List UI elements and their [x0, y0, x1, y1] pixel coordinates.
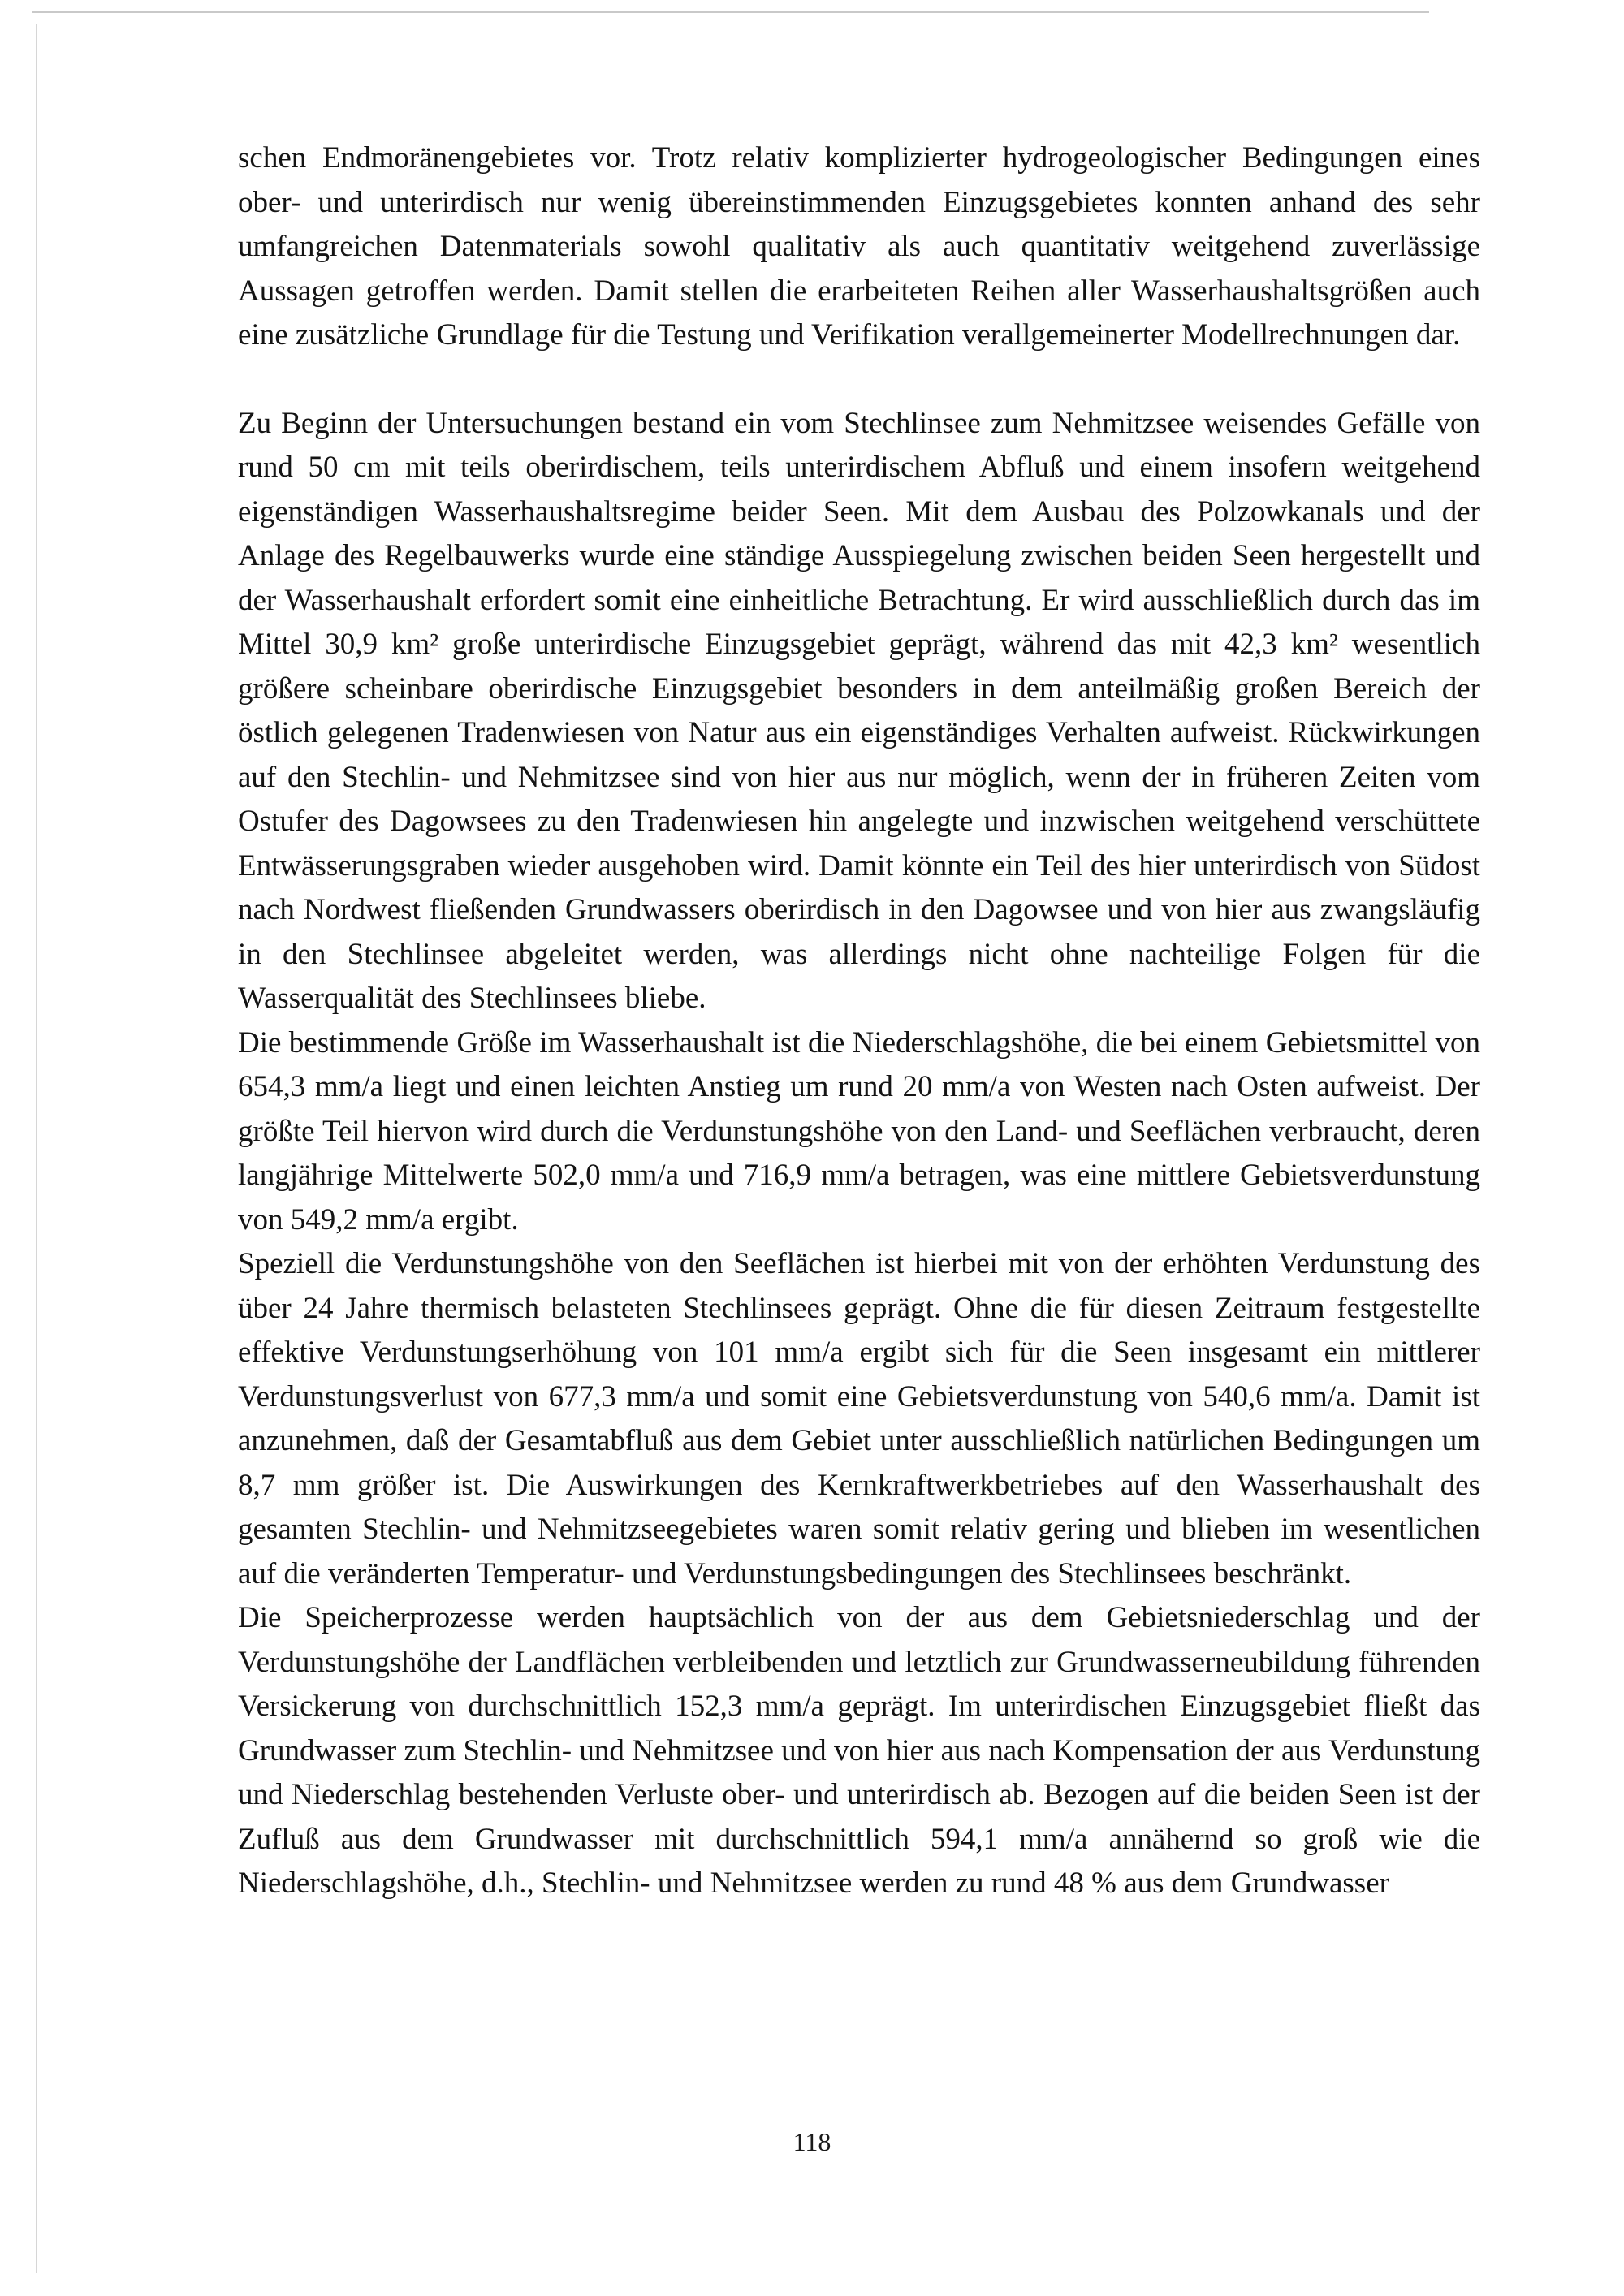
paragraph-3: Die bestimmende Größe im Wasserhaushalt ist die Niederschlagshöhe, die bei einem Gebietsmittel von 654,3 mm/a liegt und einen leichten Anstieg um rund 20 mm/a von Westen nach Osten aufweist. Der größte Teil hiervon wird durch die Verdunstungshöhe von den Land- und Seeflächen verbraucht, deren langjährige Mittelwerte 502,0 mm/a und 716,9 mm/a betragen, was eine mittlere Gebietsverdunstung von 549,2 mm/a ergibt. — [238, 1025, 1480, 1236]
page-body — [238, 136, 1480, 1906]
scan-edge-left — [36, 24, 37, 2273]
paragraph-5: Die Speicherprozesse werden hauptsächlich von der aus dem Gebietsniederschlag und der Verdunstungshöhe der Landflächen verbleibenden und letztlich zur Grundwasserneubildung führenden Versickerung von durchschnittlich 152,3 mm/a geprägt. Im unterirdischen Einzugsgebiet fließt das Grundwasser zum Stechlin- und Nehmitzsee und von hier aus nach Kompensation der aus Verdunstung und Niederschlag bestehenden Verluste ober- und unterirdisch ab. Bezogen auf die beiden Seen ist der Zufluß aus dem Grundwasser mit durchschnittlich 594,1 mm/a annähernd so groß wie die Niederschlagshöhe, d.h., Stechlin- und Nehmitzsee werden zu rund 48 % aus dem Grundwasser — [238, 1601, 1480, 1900]
paragraph-1: schen Endmoränengebietes vor. Trotz relativ komplizierter hydrogeologischer Bedingungen eines ober- und unterirdisch nur wenig übereinstimmenden Einzugsgebietes konnten anhand des sehr umfangreichen Datenmaterials sowohl qualitativ als auch quantitativ weitgehend zuverlässige Aussagen getroffen werden. Damit stellen die erarbeiteten Reihen aller Wasserhaushaltsgrößen auch eine zusätzliche Grundlage für die Testung und Verifikation verallgemeinerter Modellrechnungen dar. — [238, 141, 1480, 352]
paragraph-2: Zu Beginn der Untersuchungen bestand ein vom Stechlinsee zum Nehmitzsee weisendes Gefälle von rund 50 cm mit teils oberirdischem, teils unterirdischem Abfluß und einem insofern weitgehend eigenständigen Wasserhaushaltsregime beider Seen. Mit dem Ausbau des Polzowkanals und der Anlage des Regelbauwerks wurde eine ständige Ausspiegelung zwischen beiden Seen hergestellt und der Wasserhaushalt erfordert somit eine einheitliche Betrachtung. Er wird ausschließlich durch das im Mittel 30,9 km² große unterirdische Einzugsgebiet geprägt, während das mit 42,3 km² wesentlich größere scheinbare oberirdische Einzugsgebiet besonders in dem anteilmäßig großen Bereich der östlich gelegenen Tradenwiesen von Natur aus ein eigenständiges Verhalten aufweist. Rückwirkungen auf den Stechlin- und Nehmitzsee sind von hier aus nur möglich, wenn der in früheren Zeiten vom Ostufer des Dagowsees zu den Tradenwiesen hin angelegte und inzwischen weitgehend verschüttete Entwässerungsgraben wieder ausgehoben wird. Damit könnte ein Teil des hier unterirdisch von Südost nach Nordwest fließenden Grundwassers oberirdisch in den Dagowsee und von hier aus zwangsläufig in den Stechlinsee abgeleitet werden, was allerdings nicht ohne nachteilige Folgen für die Wasserqualität des Stechlinsees bliebe. — [238, 406, 1480, 1015]
scan-edge-top — [32, 11, 1429, 13]
page-number: 118 — [793, 2127, 831, 2156]
paragraph-4: Speziell die Verdunstungshöhe von den Seeflächen ist hierbei mit von der erhöhten Verdunstung des über 24 Jahre thermisch belasteten Stechlinsees geprägt. Ohne die für diesen Zeitraum festgestellte effektive Verdunstungserhöhung von 101 mm/a ergibt sich für die Seen insgesamt ein mittlerer Verdunstungsverlust von 677,3 mm/a und somit eine Gebietsverdunstung von 540,6 mm/a. Damit ist anzunehmen, daß der Gesamtabfluß aus dem Gebiet unter ausschließlich natürlichen Bedingungen um 8,7 mm größer ist. Die Auswirkungen des Kernkraftwerkbetriebes auf den Wasserhaushalt des gesamten Stechlin- und Nehmitzseegebietes waren somit relativ gering und blieben im wesentlichen auf die veränderten Temperatur- und Verdunstungsbedingungen des Stechlinsees beschränkt. — [238, 1247, 1480, 1590]
